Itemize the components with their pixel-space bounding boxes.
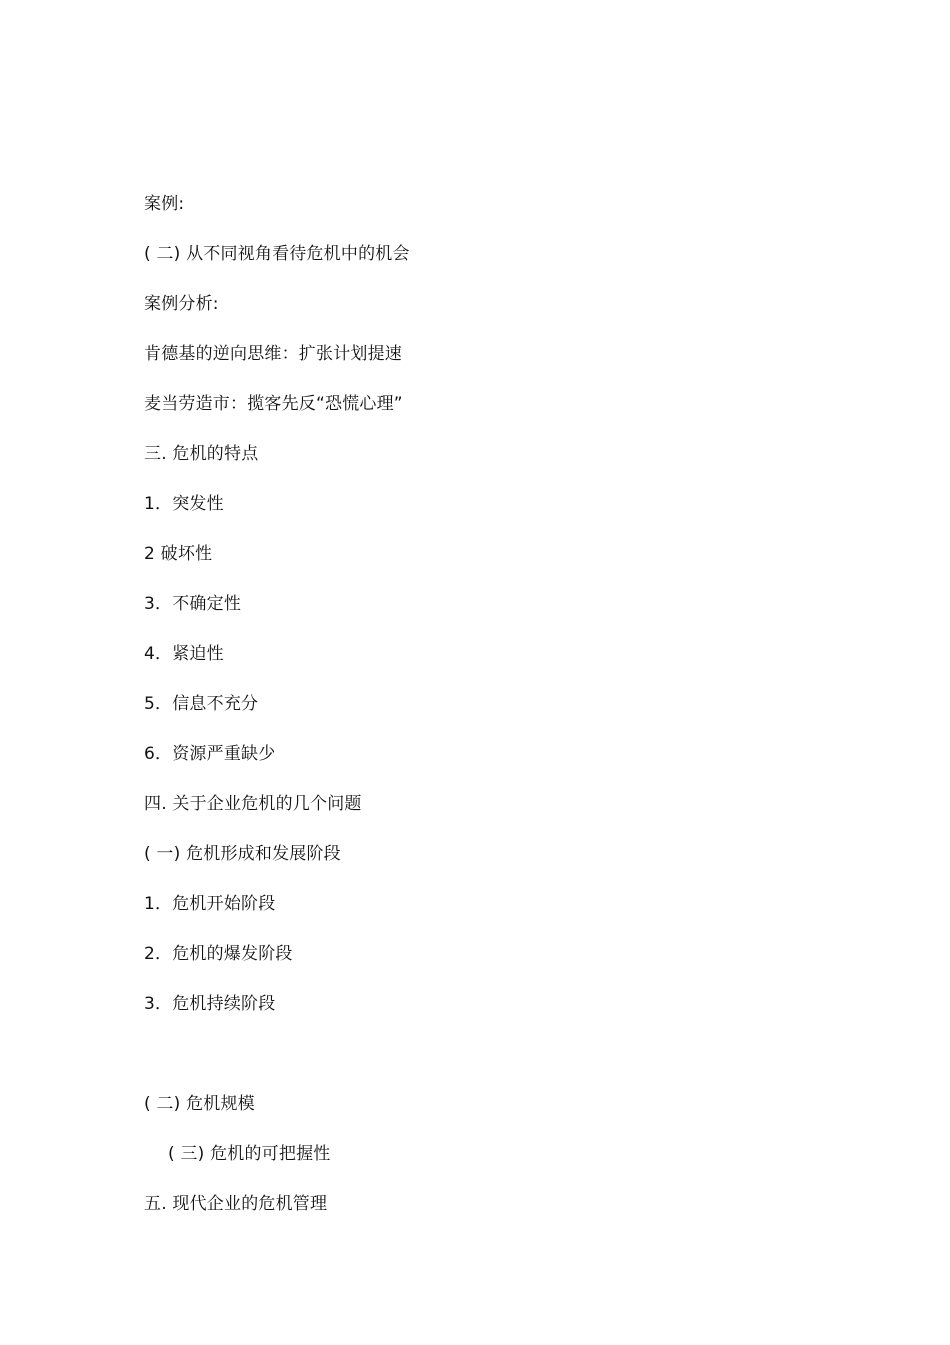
- subsection-heading: ( 三) 危机的可把握性: [168, 1144, 331, 1164]
- case-analysis-label: 案例分析:: [144, 294, 219, 314]
- section-heading: 三. 危机的特点: [144, 444, 259, 464]
- list-item: 4．紧迫性: [144, 644, 224, 664]
- list-item: 6．资源严重缺少: [144, 744, 276, 764]
- subsection-heading: ( 二) 从不同视角看待危机中的机会: [144, 244, 410, 264]
- list-item: 5．信息不充分: [144, 694, 259, 714]
- text-line: 麦当劳造市：揽客先反“恐慌心理”: [144, 394, 403, 414]
- subsection-heading: ( 二) 危机规模: [144, 1094, 255, 1114]
- list-item: 2 破坏性: [144, 544, 213, 564]
- list-item: 1．突发性: [144, 494, 224, 514]
- text-line: 肯德基的逆向思维：扩张计划提速: [144, 344, 402, 364]
- subsection-heading: ( 一) 危机形成和发展阶段: [144, 844, 341, 864]
- case-label: 案例:: [144, 194, 185, 214]
- list-item: 2．危机的爆发阶段: [144, 944, 293, 964]
- section-heading: 四. 关于企业危机的几个问题: [144, 794, 362, 814]
- section-heading: 五. 现代企业的危机管理: [144, 1194, 328, 1214]
- list-item: 3．危机持续阶段: [144, 994, 276, 1014]
- list-item: 1．危机开始阶段: [144, 894, 276, 914]
- list-item: 3．不确定性: [144, 594, 242, 614]
